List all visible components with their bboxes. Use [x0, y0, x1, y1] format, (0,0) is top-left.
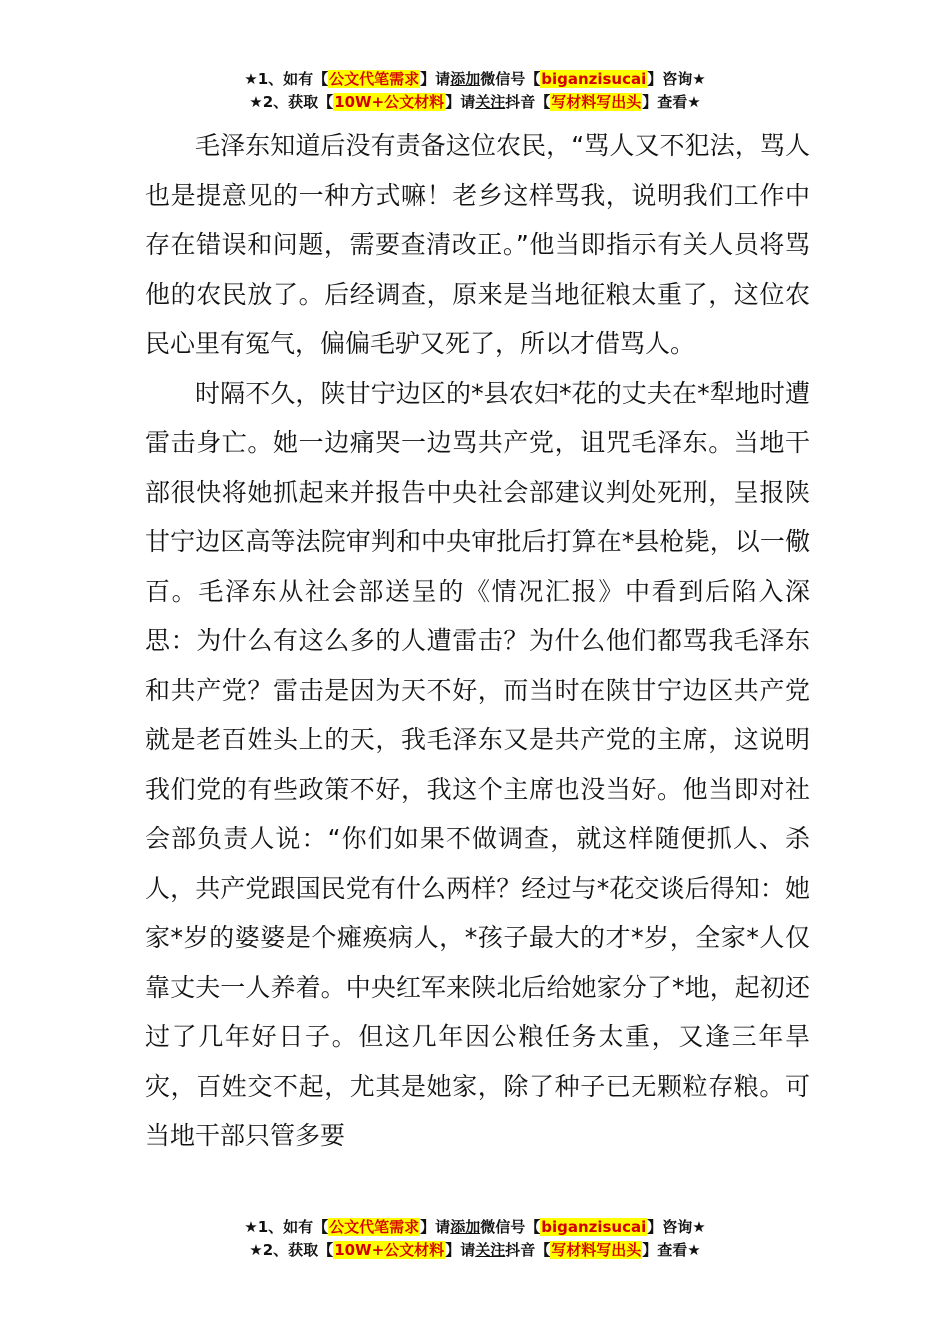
- banner-highlight: 10W+公文材料: [334, 1241, 445, 1259]
- banner-highlight: 公文代笔需求: [329, 70, 420, 88]
- footer-banner: [0, 1216, 950, 1262]
- banner-underlined: 关注: [475, 93, 506, 111]
- banner-highlight: 写材料写出头: [551, 1241, 642, 1259]
- banner-text: ★1、如有【: [244, 70, 329, 88]
- banner-text: 】查看★: [642, 93, 701, 111]
- banner-underlined: 添加: [450, 1218, 481, 1236]
- banner-text: 】请: [420, 1218, 451, 1236]
- banner-highlight: 公文代笔需求: [329, 1218, 420, 1236]
- banner-underlined: 添加: [450, 70, 481, 88]
- banner-text: 】请: [445, 93, 476, 111]
- banner-line-2: [0, 1239, 950, 1262]
- banner-line-2: [0, 91, 950, 114]
- paragraph: 毛泽东知道后没有责备这位农民，“骂人又不犯法，骂人也是提意见的一种方式嘛！老乡这样骂我，说明我们工作中存在错误和问题，需要查清改正。”他当即指示有关人员将骂他的农民放了。后经调查，原来是当地征粮太重了，这位农民心里有冤气，偏偏毛驴又死了，所以才借骂人。: [145, 131, 810, 358]
- banner-text: 微信号【: [480, 70, 541, 88]
- banner-text: ★2、获取【: [249, 1241, 334, 1259]
- banner-underlined: 关注: [475, 1241, 506, 1259]
- banner-text: 】咨询★: [647, 1218, 706, 1236]
- banner-text: 抖音【: [505, 1241, 551, 1259]
- banner-text: 微信号【: [480, 1218, 541, 1236]
- banner-highlight: biganzisucai: [541, 70, 647, 88]
- paragraph: 时隔不久，陕甘宁边区的*县农妇*花的丈夫在*犁地时遭雷击身亡。她一边痛哭一边骂共产党，诅咒毛泽东。当地干部很快将她抓起来并报告中央社会部建议判处死刑，呈报陕甘宁边区高等法院审判和中央审批后打算在*县枪毙，以一儆百。毛泽东从社会部送呈的《情况汇报》中看到后陷入深思：为什么有这么多的人遭雷击？为什么他们都骂我毛泽东和共产党？雷击是因为天不好，而当时在陕甘宁边区共产党就是老百姓头上的天，我毛泽东又是共产党的主席，这说明我们党的有些政策不好，我这个主席也没当好。他当即对社会部负责人说：“你们如果不做调查，就这样随便抓人、杀人，共产党跟国民党有什么两样？经过与*花交谈后得知：她家*岁的婆婆是个瘫痪病人，*孩子最大的才*岁，全家*人仅靠丈夫一人养着。中央红军来陕北后给她家分了*地，起初还过了几年好日子。但这几年因公粮任务太重，又逢三年旱灾，百姓交不起，尤其是她家，除了种子已无颗粒存粮。可当地干部只管多要: [145, 378, 810, 1150]
- banner-highlight: 10W+公文材料: [334, 93, 445, 111]
- banner-line-1: [0, 68, 950, 91]
- banner-text: 】请: [445, 1241, 476, 1259]
- banner-text: 】请: [420, 70, 451, 88]
- header-banner: [0, 68, 950, 114]
- banner-text: 抖音【: [505, 93, 551, 111]
- banner-text: ★2、获取【: [249, 93, 334, 111]
- banner-text: ★1、如有【: [244, 1218, 329, 1236]
- document-body: [145, 121, 810, 1161]
- banner-text: 】咨询★: [647, 70, 706, 88]
- banner-line-1: [0, 1216, 950, 1239]
- banner-text: 】查看★: [642, 1241, 701, 1259]
- banner-highlight: biganzisucai: [541, 1218, 647, 1236]
- banner-highlight: 写材料写出头: [551, 93, 642, 111]
